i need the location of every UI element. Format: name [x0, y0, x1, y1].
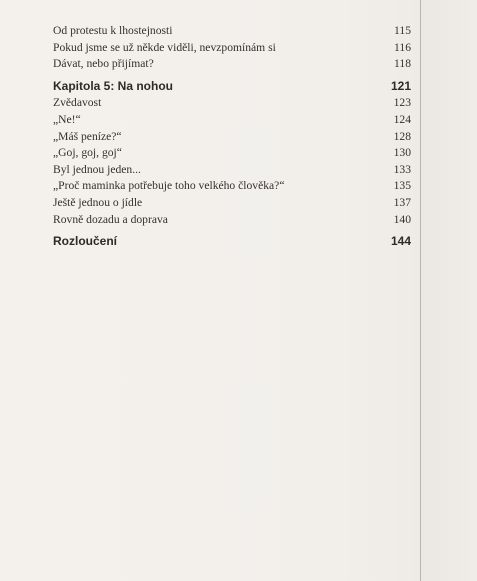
toc-entry-page: 130 [393, 146, 411, 160]
toc-entry-title: Ještě jednou o jídle [53, 195, 143, 209]
toc-entry [53, 196, 411, 213]
toc-entry-page: 123 [393, 96, 411, 110]
toc-entry-page: 137 [393, 195, 411, 209]
toc-entry [53, 179, 411, 196]
toc-entry-page: 124 [393, 112, 411, 126]
toc-entry-title: Pokud jsme se už někde viděli, nevzpomínám si [53, 40, 276, 54]
toc-entry-page: 128 [393, 129, 411, 143]
page-fold-line [420, 0, 421, 581]
toc-chapter-heading [53, 79, 411, 96]
toc-entry-title: „Máš peníze?“ [53, 129, 122, 143]
toc-entry-title: „Ne!“ [53, 112, 81, 126]
chapter-title: Kapitola 5: Na nohou [53, 78, 173, 93]
toc-entry-title: „Proč maminka potřebuje toho velkého člověka?“ [53, 179, 285, 193]
toc-entry [53, 213, 411, 230]
toc-entry [53, 163, 411, 180]
toc-entry [53, 96, 411, 113]
toc-entry-page: 140 [393, 212, 411, 226]
toc-entry-title: Rovně dozadu a doprava [53, 212, 168, 226]
table-of-contents [53, 24, 411, 252]
chapter-page: 144 [390, 234, 411, 249]
toc-entry-title: Byl jednou jeden... [53, 162, 141, 176]
toc-entry [53, 57, 411, 74]
toc-entry-title: Od protestu k lhostejnosti [53, 24, 173, 37]
toc-chapter-heading [53, 234, 411, 251]
toc-entry-page: 118 [394, 57, 411, 71]
toc-entry-title: Dávat, nebo přijímat? [53, 57, 154, 71]
page-edge [421, 0, 477, 581]
toc-entry [53, 24, 411, 41]
toc-entry [53, 146, 411, 163]
chapter-page: 121 [390, 78, 411, 93]
toc-entry-page: 135 [393, 179, 411, 193]
toc-entry-page: 133 [393, 162, 411, 176]
toc-entry-page: 116 [394, 40, 411, 54]
toc-entry-title: „Goj, goj, goj“ [53, 146, 122, 160]
chapter-title: Rozloučení [53, 234, 118, 249]
toc-entry [53, 113, 411, 130]
toc-entry-page: 115 [394, 24, 411, 37]
toc-entry-title: Zvědavost [53, 96, 102, 110]
toc-entry [53, 41, 411, 58]
toc-entry [53, 130, 411, 147]
